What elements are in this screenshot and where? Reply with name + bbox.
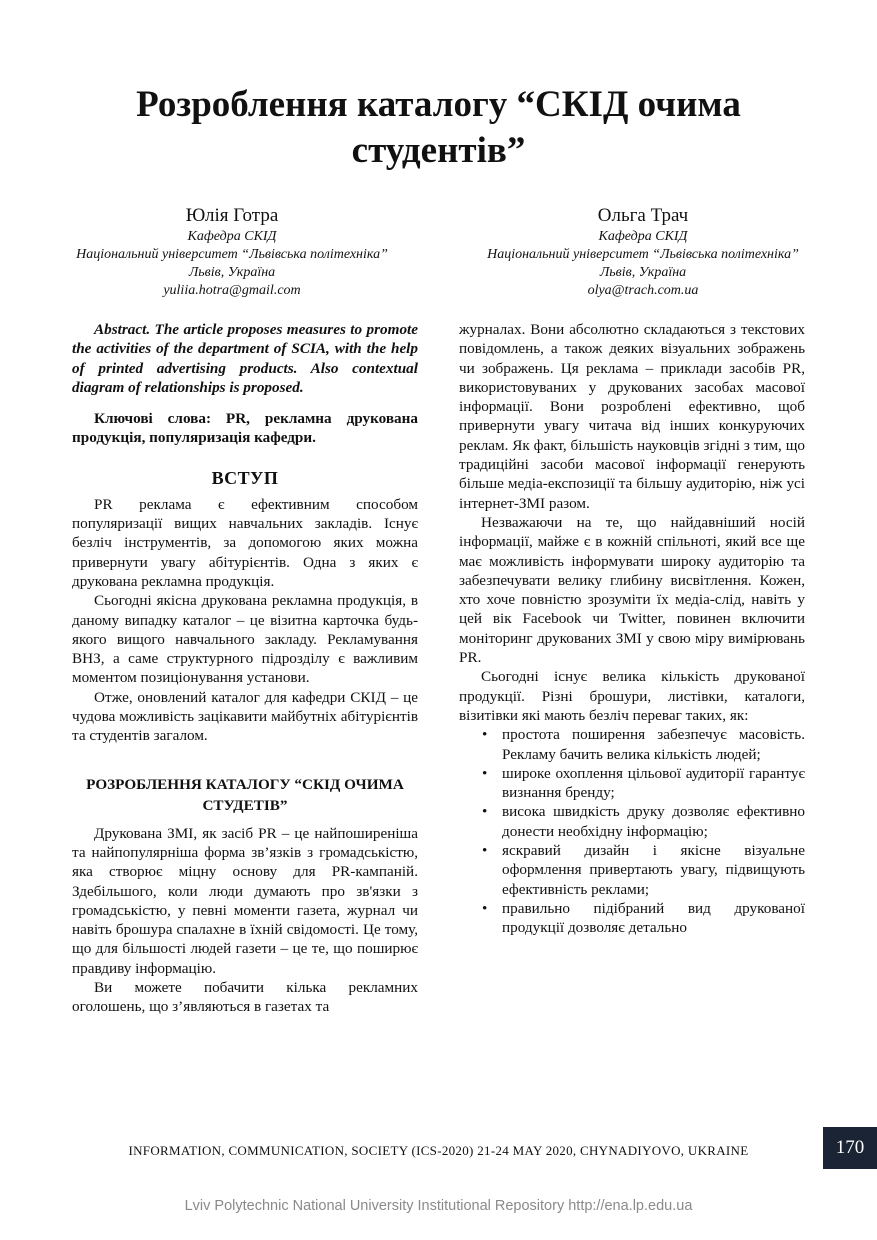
author-name: Ольга Трач xyxy=(597,205,689,226)
intro-paragraph: PR реклама є ефективним способом популяризації вищих навчальних закладів. Існує безліч інструментів, за допомогою яких можна привернути увагу абітурієнтів. Одна з яких є друкована рекламна продукція. xyxy=(72,495,418,590)
section-paragraph: Ви можете побачити кілька рекламних оголошень, що з’являються в газетах та xyxy=(72,979,418,1016)
keywords: Ключові слова: PR, рекламна друкована продукція, популяризація кафедри. xyxy=(72,410,418,447)
author-city: Львів, Україна xyxy=(188,265,276,280)
section-heading: РОЗРОБЛЕННЯ КАТАЛОГУ “СКІД ОЧИМА СТУДЕТІВ” xyxy=(86,775,404,814)
left-column xyxy=(72,320,418,1017)
author-department: Кафедра СКІД xyxy=(187,229,277,244)
section-paragraph: Друкована ЗМІ, як засіб PR – це найпоширеніша та найпопулярніша форма зв’язків з громадськістю, яка створює міцну основу для PR-кампаній. Здебільшого, коли люди думають про зв'язки з громадськістю, у певні моменти газета, журнал чи навіть брошура спалахне в їхній свідомості. Це тому, що для більшості людей газети – це те, що поширює правдиву інформацію. xyxy=(72,824,418,977)
author-block-1 xyxy=(32,204,432,300)
list-item-text: простота поширення забезпечує масовість. Рекламу бачить велика кількість людей; xyxy=(502,726,805,763)
list-item xyxy=(459,764,805,803)
author-city: Львів, Україна xyxy=(599,265,687,280)
bullet-icon: • xyxy=(482,899,488,917)
author-name: Юлія Готра xyxy=(185,205,279,226)
page-number: 170 xyxy=(823,1127,877,1169)
intro-paragraph: Сьогодні якісна друкована рекламна продукція, в даному випадку каталог – це візитна карточка будь-якого вищого навчального закладу. Рекламування ВНЗ, а саме структурного підрозділу є важливим моментом позиціонування установи. xyxy=(72,592,418,687)
advantages-list xyxy=(459,725,805,937)
list-item xyxy=(459,841,805,899)
list-item-text: яскравий дизайн і якісне візуальне оформлення привертають увагу, підвищують ефективність реклами; xyxy=(502,842,805,898)
author-department: Кафедра СКІД xyxy=(598,229,688,244)
author-university: Національний університет “Львівська політехніка” xyxy=(487,247,799,262)
list-item-text: висока швидкість друку дозволяє ефективно донести необхідну інформацію; xyxy=(502,803,805,840)
abstract: Abstract. The article proposes measures to promote the activities of the department of SCIA, with the help of printed advertising products. Also contextual diagram of relationships is proposed. xyxy=(72,321,418,396)
bullet-icon: • xyxy=(482,803,488,821)
conference-footer: INFORMATION, COMMUNICATION, SOCIETY (ICS-2020) 21-24 MAY 2020, CHYNADIYOVO, UKRAINE xyxy=(128,1143,749,1158)
section-paragraph: Незважаючи на те, що найдавніший носій інформації, майже є в кожній спільноті, який все ще має можливість інформувати широку аудиторію та забезпечувати велику глибину висвітлення. Кожен, хто хоче повністю зрозуміти їх медіа-слід, навіть у цей вік Facebook чи Twitter, повинен включити моніторинг друкованих ЗМІ у свою міру вимірювань PR. xyxy=(459,513,805,667)
repository-watermark: Lviv Polytechnic National University Institutional Repository http://ena.lp.edu.ua xyxy=(184,1198,693,1214)
list-item xyxy=(459,802,805,841)
author-email: olya@trach.com.ua xyxy=(587,283,699,298)
author-block-2 xyxy=(443,204,843,300)
bullet-icon: • xyxy=(482,764,488,782)
section-paragraph: Сьогодні існує велика кількість друкованої продукції. Різні брошури, листівки, каталоги, візитівки які мають безліч переваг таких, як: xyxy=(459,668,805,724)
paper-title: Розроблення каталогу “СКІД очима студентів” xyxy=(136,84,741,171)
list-item xyxy=(459,899,805,938)
bullet-icon: • xyxy=(482,842,488,860)
list-item-text: правильно підібраний вид друкованої продукції дозволяє детально xyxy=(502,899,805,937)
bullet-icon: • xyxy=(482,726,488,744)
intro-heading: ВСТУП xyxy=(211,467,279,488)
section-paragraph: журналах. Вони абсолютно складаються з текстових повідомлень, а також деяких візуальних зображень чи зображень. Ця реклама – приклади засобів PR, використовуваних у друкованих засобах масової інформації. Вони розроблені ефективно, щоб привернути увагу читача від інших конкуруючих реклам. Як факт, більшість науковців згідні з тим, що традиційні засоби масової інформації генерують більше медіа-експозиції та більшу аудиторію, ніж усі інтернет-ЗМІ разом. xyxy=(459,321,805,512)
author-university: Національний університет “Львівська політехніка” xyxy=(76,247,388,262)
list-item xyxy=(459,725,805,764)
right-column xyxy=(459,320,805,938)
intro-paragraph: Отже, оновлений каталог для кафедри СКІД – це чудова можливість зацікавити майбутніх абітурієнтів та студентів загалом. xyxy=(72,688,418,745)
list-item-text: широке охоплення цільової аудиторії гарантує визнання бренду; xyxy=(502,764,805,802)
author-email: yuliia.hotra@gmail.com xyxy=(163,283,301,298)
